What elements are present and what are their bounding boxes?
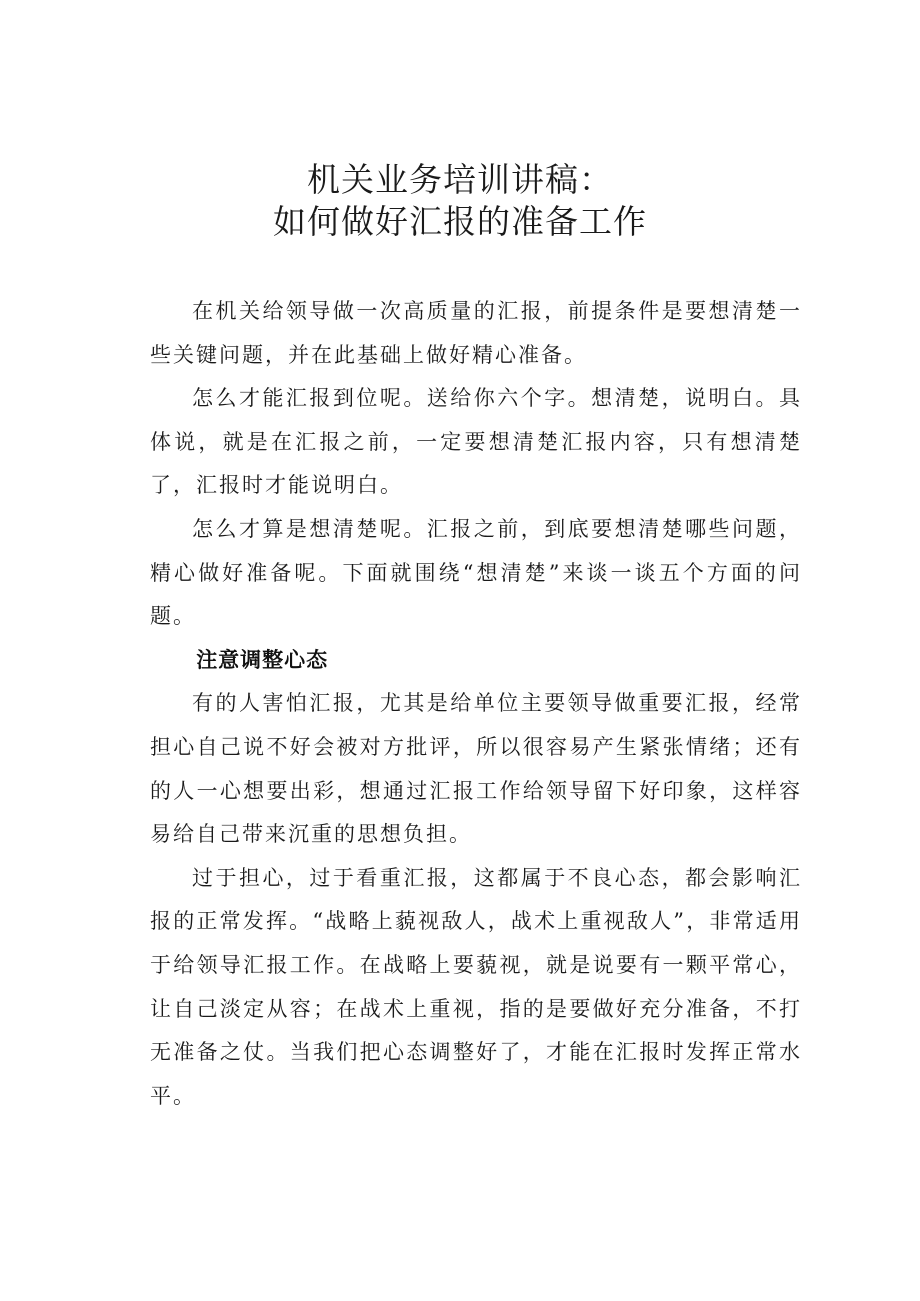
- paragraph-section-2: 过于担心，过于看重汇报，这都属于不良心态，都会影响汇报的正常发挥。“战略上藐视敌人，战术上重视敌人”，非常适用于给领导汇报工作。在战略上要藐视，就是说要有一颗平常心，让自己淡定从容；在战术上重视，指的是要做好充分准备，不打无准备之仗。当我们把心态调整好了，才能在汇报时发挥正常水平。: [150, 865, 802, 1108]
- section-heading: 注意调整心态: [196, 647, 329, 672]
- document-title-line-1: 机关业务培训讲稿：: [307, 160, 613, 199]
- paragraph-intro-1: 在机关给领导做一次高质量的汇报，前提条件是要想清楚一些关键问题，并在此基础上做好精心准备。: [150, 299, 802, 367]
- document-body: [150, 290, 802, 1118]
- paragraph-intro-2: 怎么才能汇报到位呢。送给你六个字。想清楚，说明白。具体说，就是在汇报之前，一定要想清楚汇报内容，只有想清楚了，汇报时才能说明白。: [150, 386, 802, 498]
- paragraph-intro-3: 怎么才算是想清楚呢。汇报之前，到底要想清楚哪些问题，精心做好准备呢。下面就围绕“想清楚”来谈一谈五个方面的问题。: [150, 516, 802, 629]
- paragraph-section-1: 有的人害怕汇报，尤其是给单位主要领导做重要汇报，经常担心自己说不好会被对方批评，所以很容易产生紧张情绪；还有的人一心想要出彩，想通过汇报工作给领导留下好印象，这样容易给自己带来沉重的思想负担。: [150, 691, 802, 847]
- document-title-line-2: 如何做好汇报的准备工作: [273, 202, 647, 241]
